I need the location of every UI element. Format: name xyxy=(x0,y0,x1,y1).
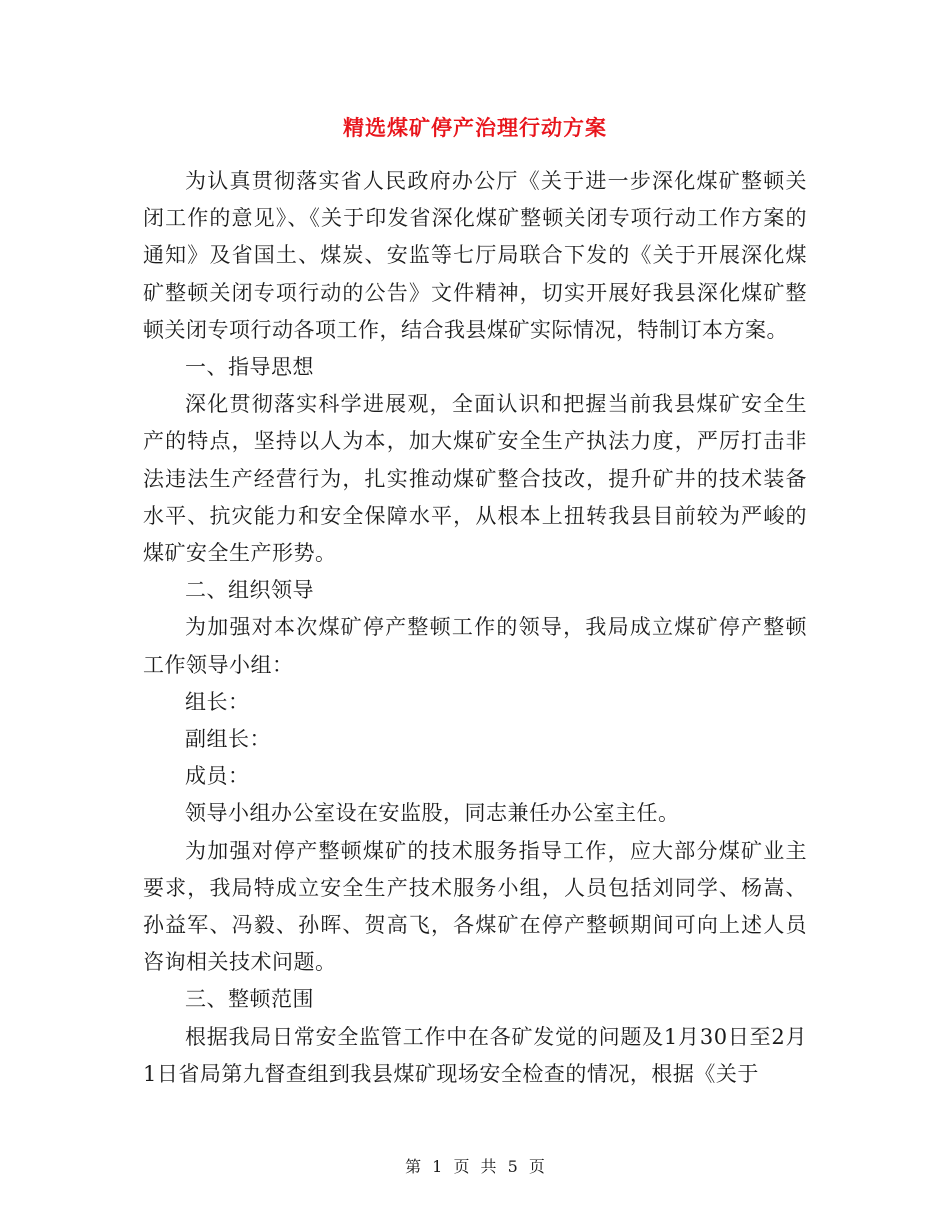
paragraph-tech-service: 为加强对停产整顿煤矿的技术服务指导工作，应大部分煤矿业主要求，我局特成立安全生产技术服务小组，人员包括刘同学、杨嵩、孙益军、冯毅、孙晖、贺高飞，各煤矿在停产整顿期间可向上述人员咨询相关技术问题。 xyxy=(143,838,807,975)
line-leader: 组长： xyxy=(185,689,250,714)
line-deputy-leader: 副组长： xyxy=(185,727,271,752)
paragraph-office: 领导小组办公室设在安监股，同志兼任办公室主任。 xyxy=(185,801,680,826)
heading-scope: 三、整顿范围 xyxy=(185,987,314,1012)
heading-organization: 二、组织领导 xyxy=(185,578,314,603)
document-title: 精选煤矿停产治理行动方案 xyxy=(343,116,607,140)
line-members: 成员： xyxy=(185,764,250,789)
paragraph-intro: 为认真贯彻落实省人民政府办公厅《关于进一步深化煤矿整顿关闭工作的意见》、《关于印发省深化煤矿整顿关闭专项行动工作方案的通知》及省国土、煤炭、安监等七厅局联合下发的《关于开展深化煤矿整顿关闭专项行动的公告》文件精神，切实开展好我县深化煤矿整顿关闭专项行动各项工作，结合我县煤矿实际情况，特制订本方案。 xyxy=(143,169,807,342)
paragraph-scope: 根据我局日常安全监管工作中在各矿发觉的问题及1月30日至2月1日省局第九督查组到我县煤矿现场安全检查的情况，根据《关于 xyxy=(143,1024,807,1086)
document-body xyxy=(143,163,807,1093)
page-footer: 第 1 页 共 5 页 xyxy=(405,1157,545,1176)
heading-guiding-ideology: 一、指导思想 xyxy=(185,355,314,380)
paragraph-organization: 为加强对本次煤矿停产整顿工作的领导，我局成立煤矿停产整顿工作领导小组： xyxy=(143,615,807,677)
paragraph-guiding-ideology: 深化贯彻落实科学进展观，全面认识和把握当前我县煤矿安全生产的特点，坚持以人为本，加大煤矿安全生产执法力度，严厉打击非法违法生产经营行为，扎实推动煤矿整合技改，提升矿井的技术装备水平、抗灾能力和安全保障水平，从根本上扭转我县目前较为严峻的煤矿安全生产形势。 xyxy=(143,392,807,566)
